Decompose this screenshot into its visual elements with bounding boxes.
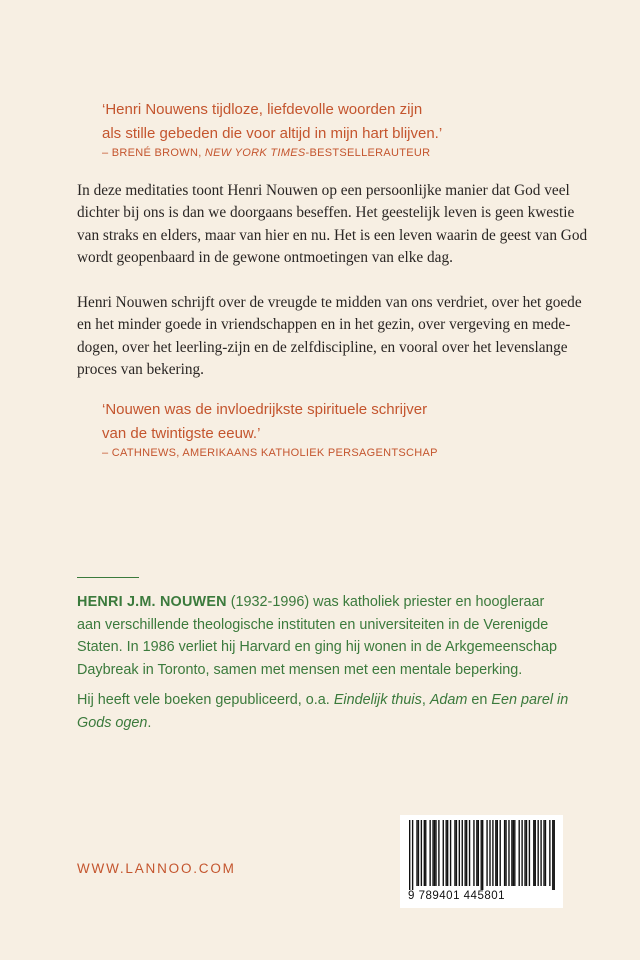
barcode-bar bbox=[521, 820, 522, 886]
barcode-bar bbox=[434, 820, 435, 886]
barcode-bar bbox=[447, 820, 448, 886]
quote-top bbox=[102, 98, 572, 146]
barcode-bar bbox=[473, 820, 474, 886]
book-title: Adam bbox=[429, 692, 468, 708]
description-paragraph-1: In deze meditaties toont Henri Nouwen op een persoonlijke manier dat God veel dichter bij ons is dan we doorgaans beseffen. Het geestelijk leven is geen kwestie van straks en elders, maar van hier en nu. Het is een leven waarin de geest van God wordt geopenbaard in de gewone ontmoetingen van elke dag. bbox=[77, 182, 588, 267]
barcode-bar bbox=[535, 820, 536, 886]
barcode-bar bbox=[416, 820, 417, 886]
barcode-bar bbox=[409, 820, 410, 890]
barcode-bar bbox=[497, 820, 498, 886]
barcode-bar bbox=[418, 820, 419, 886]
barcode-bar bbox=[424, 820, 425, 886]
barcode-bar bbox=[486, 820, 487, 886]
barcode-bar bbox=[450, 820, 451, 886]
barcode-bars-icon bbox=[409, 820, 555, 890]
isbn-barcode bbox=[400, 815, 563, 908]
author-books: Hij heeft vele boeken gepubliceerd, o.a. Eindelijk thuis, Adam en Een parel in Gods ogen. bbox=[77, 692, 569, 731]
barcode-bar bbox=[492, 820, 493, 886]
barcode-bar bbox=[425, 820, 426, 886]
barcode-bar bbox=[435, 820, 436, 886]
barcode-bar bbox=[513, 820, 514, 886]
barcode-bar bbox=[505, 820, 506, 886]
barcode-bar bbox=[481, 820, 482, 890]
book-title: Eindelijk thuis bbox=[333, 692, 422, 708]
section-divider bbox=[77, 577, 139, 578]
barcode-bar bbox=[421, 820, 422, 886]
quote-top-line-2: als stille gebeden die voor altijd in mijn hart blijven.’ bbox=[102, 125, 443, 142]
newspaper-name: NEW YORK TIMES bbox=[204, 147, 306, 159]
author-bio: HENRI J.M. NOUWEN (1932-1996) was katholiek priester en hoogleraar aan verschillende theologische instituten en universiteiten in de Verenigde Staten. In 1986 verliet hij Harvard en ging hij wonen in de Arkgemeenschap Daybreak in Toronto, samen met mensen met een mentale beperking. bbox=[77, 594, 557, 678]
quote-top-attribution: – BRENÉ BROWN, NEW YORK TIMES-BESTSELLERAUTEUR bbox=[102, 147, 431, 159]
barcode-bar bbox=[482, 820, 483, 890]
quote-bottom bbox=[102, 398, 572, 446]
book-title: Gods ogen bbox=[77, 714, 148, 731]
barcode-bar bbox=[540, 820, 541, 886]
barcode-bar bbox=[504, 820, 505, 886]
barcode-bar bbox=[552, 820, 553, 890]
barcode-bar bbox=[495, 820, 496, 886]
publisher-website: WWW.LANNOO.COM bbox=[77, 861, 236, 876]
barcode-bar bbox=[533, 820, 534, 886]
barcode-bar bbox=[524, 820, 525, 886]
barcode-bar bbox=[549, 820, 550, 886]
barcode-bar bbox=[489, 820, 490, 886]
quote-top-line-1: ‘Henri Nouwens tijdloze, liefdevolle woorden zijn bbox=[102, 101, 423, 118]
barcode-bar bbox=[500, 820, 501, 886]
barcode-bar bbox=[446, 820, 447, 886]
barcode-bar bbox=[443, 820, 444, 886]
barcode-bar bbox=[514, 820, 515, 886]
barcode-bar bbox=[526, 820, 527, 886]
barcode-bar bbox=[519, 820, 520, 886]
barcode-bar bbox=[438, 820, 439, 886]
barcode-bar bbox=[554, 820, 555, 890]
barcode-bar bbox=[511, 820, 512, 886]
barcode-bar bbox=[412, 820, 413, 890]
barcode-bar bbox=[464, 820, 465, 886]
barcode-bar bbox=[466, 820, 467, 886]
barcode-bar bbox=[476, 820, 477, 886]
barcode-bar bbox=[454, 820, 455, 886]
barcode-bar bbox=[429, 820, 430, 886]
author-name: HENRI J.M. NOUWEN bbox=[77, 594, 227, 610]
barcode-bar bbox=[508, 820, 509, 886]
quote-bottom-line-1: ‘Nouwen was de invloedrijkste spirituele schrijver bbox=[102, 401, 428, 418]
barcode-bar bbox=[456, 820, 457, 886]
book-title: Een parel in bbox=[491, 692, 569, 708]
quote-bottom-line-2: van de twintigste eeuw.’ bbox=[102, 425, 261, 442]
quote-bottom-attribution: – CATHNEWS, AMERIKAANS KATHOLIEK PERSAGENTSCHAP bbox=[102, 447, 438, 459]
isbn-number: 9 789401 445801 bbox=[408, 890, 506, 902]
barcode-bar bbox=[432, 820, 433, 886]
description-paragraph-2: Henri Nouwen schrijft over de vreugde te midden van ons verdriet, over het goede en het minder goede in vriendschappen en in het gezin, over vergeving en mede- dogen, over het leerling-zijn en de zelfdiscipline, en vooral over het levenslange proces van bekering. bbox=[77, 294, 582, 379]
barcode-bar bbox=[478, 820, 479, 886]
barcode-bar bbox=[462, 820, 463, 886]
barcode-bar bbox=[529, 820, 530, 886]
barcode-bar bbox=[545, 820, 546, 886]
barcode-bar bbox=[543, 820, 544, 886]
barcode-bar bbox=[459, 820, 460, 886]
barcode-bar bbox=[537, 820, 538, 886]
barcode-bar bbox=[469, 820, 470, 886]
